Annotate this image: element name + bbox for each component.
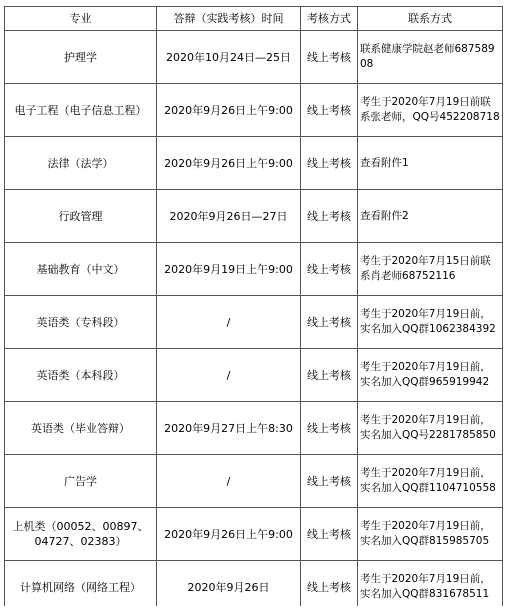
cell-major: 行政管理 bbox=[5, 190, 157, 243]
table-row bbox=[5, 243, 503, 296]
table-row bbox=[5, 137, 503, 190]
header-time: 答辩（实践考核）时间 bbox=[157, 7, 301, 31]
cell-time: 2020年9月27日上午8:30 bbox=[157, 402, 301, 455]
cell-major: 护理学 bbox=[5, 31, 157, 84]
cell-contact: 考生于2020年7月19日前，实名加入QQ号2281785850 bbox=[358, 402, 503, 455]
header-major: 专业 bbox=[5, 7, 157, 31]
cell-time: 2020年9月26日上午9:00 bbox=[157, 84, 301, 137]
cell-contact: 联系健康学院赵老师68758908 bbox=[358, 31, 503, 84]
cell-time: / bbox=[157, 455, 301, 508]
header-contact: 联系方式 bbox=[358, 7, 503, 31]
cell-time: / bbox=[157, 349, 301, 402]
table-body bbox=[5, 31, 503, 614]
cell-method: 线上考核 bbox=[301, 508, 358, 561]
cell-contact: 查看附件1 bbox=[358, 137, 503, 190]
cell-major: 广告学 bbox=[5, 455, 157, 508]
cell-time: 2020年10月24日—25日 bbox=[157, 31, 301, 84]
cell-major: 基础教育（中文） bbox=[5, 243, 157, 296]
cell-contact: 考生于2020年7月19日前，实名加入QQ群1062384392 bbox=[358, 296, 503, 349]
cell-major: 英语类（毕业答辩） bbox=[5, 402, 157, 455]
cell-contact: 考生于2020年7月19日前，实名加入QQ群1104710558 bbox=[358, 455, 503, 508]
cell-major: 法律（法学） bbox=[5, 137, 157, 190]
table-row bbox=[5, 31, 503, 84]
table-row bbox=[5, 455, 503, 508]
cell-method: 线上考核 bbox=[301, 137, 358, 190]
table-row bbox=[5, 296, 503, 349]
cell-major: 英语类（本科段） bbox=[5, 349, 157, 402]
exam-schedule-table bbox=[4, 6, 503, 614]
cell-contact: 考生于2020年7月19日前，实名加入QQ群815985705 bbox=[358, 508, 503, 561]
table-row bbox=[5, 84, 503, 137]
cell-method: 线上考核 bbox=[301, 84, 358, 137]
table-row bbox=[5, 349, 503, 402]
table-row bbox=[5, 508, 503, 561]
cell-time: 2020年9月26日上午9:00 bbox=[157, 137, 301, 190]
cell-method: 线上考核 bbox=[301, 296, 358, 349]
cell-method: 线上考核 bbox=[301, 402, 358, 455]
cell-method: 线上考核 bbox=[301, 243, 358, 296]
cell-method: 线上考核 bbox=[301, 455, 358, 508]
cell-major: 电子工程（电子信息工程） bbox=[5, 84, 157, 137]
cell-contact: 考生于2020年7月19日前联系张老师，QQ号452208718 bbox=[358, 84, 503, 137]
table-row bbox=[5, 402, 503, 455]
table-row bbox=[5, 190, 503, 243]
cell-major: 计算机网络（网络工程） bbox=[5, 561, 157, 614]
cell-time: 2020年9月19日上午9:00 bbox=[157, 243, 301, 296]
cell-major: 上机类（00052、00897、04727、02383） bbox=[5, 508, 157, 561]
cell-method: 线上考核 bbox=[301, 190, 358, 243]
cell-method: 线上考核 bbox=[301, 561, 358, 614]
cell-contact: 考生于2020年7月19日前，实名加入QQ群965919942 bbox=[358, 349, 503, 402]
cell-time: 2020年9月26日—27日 bbox=[157, 190, 301, 243]
cell-contact: 查看附件2 bbox=[358, 190, 503, 243]
cell-major: 英语类（专科段） bbox=[5, 296, 157, 349]
cell-time: 2020年9月26日上午9:00 bbox=[157, 508, 301, 561]
bottom-text-fragment bbox=[0, 606, 506, 616]
cell-method: 线上考核 bbox=[301, 349, 358, 402]
header-method: 考核方式 bbox=[301, 7, 358, 31]
table-header bbox=[5, 7, 503, 31]
cell-time: / bbox=[157, 296, 301, 349]
cell-time: 2020年9月26日 bbox=[157, 561, 301, 614]
cell-method: 线上考核 bbox=[301, 31, 358, 84]
cell-contact: 考生于2020年7月19日前，实名加入QQ群831678511 bbox=[358, 561, 503, 614]
cell-contact: 考生于2020年7月15日前联系肖老师68752116 bbox=[358, 243, 503, 296]
